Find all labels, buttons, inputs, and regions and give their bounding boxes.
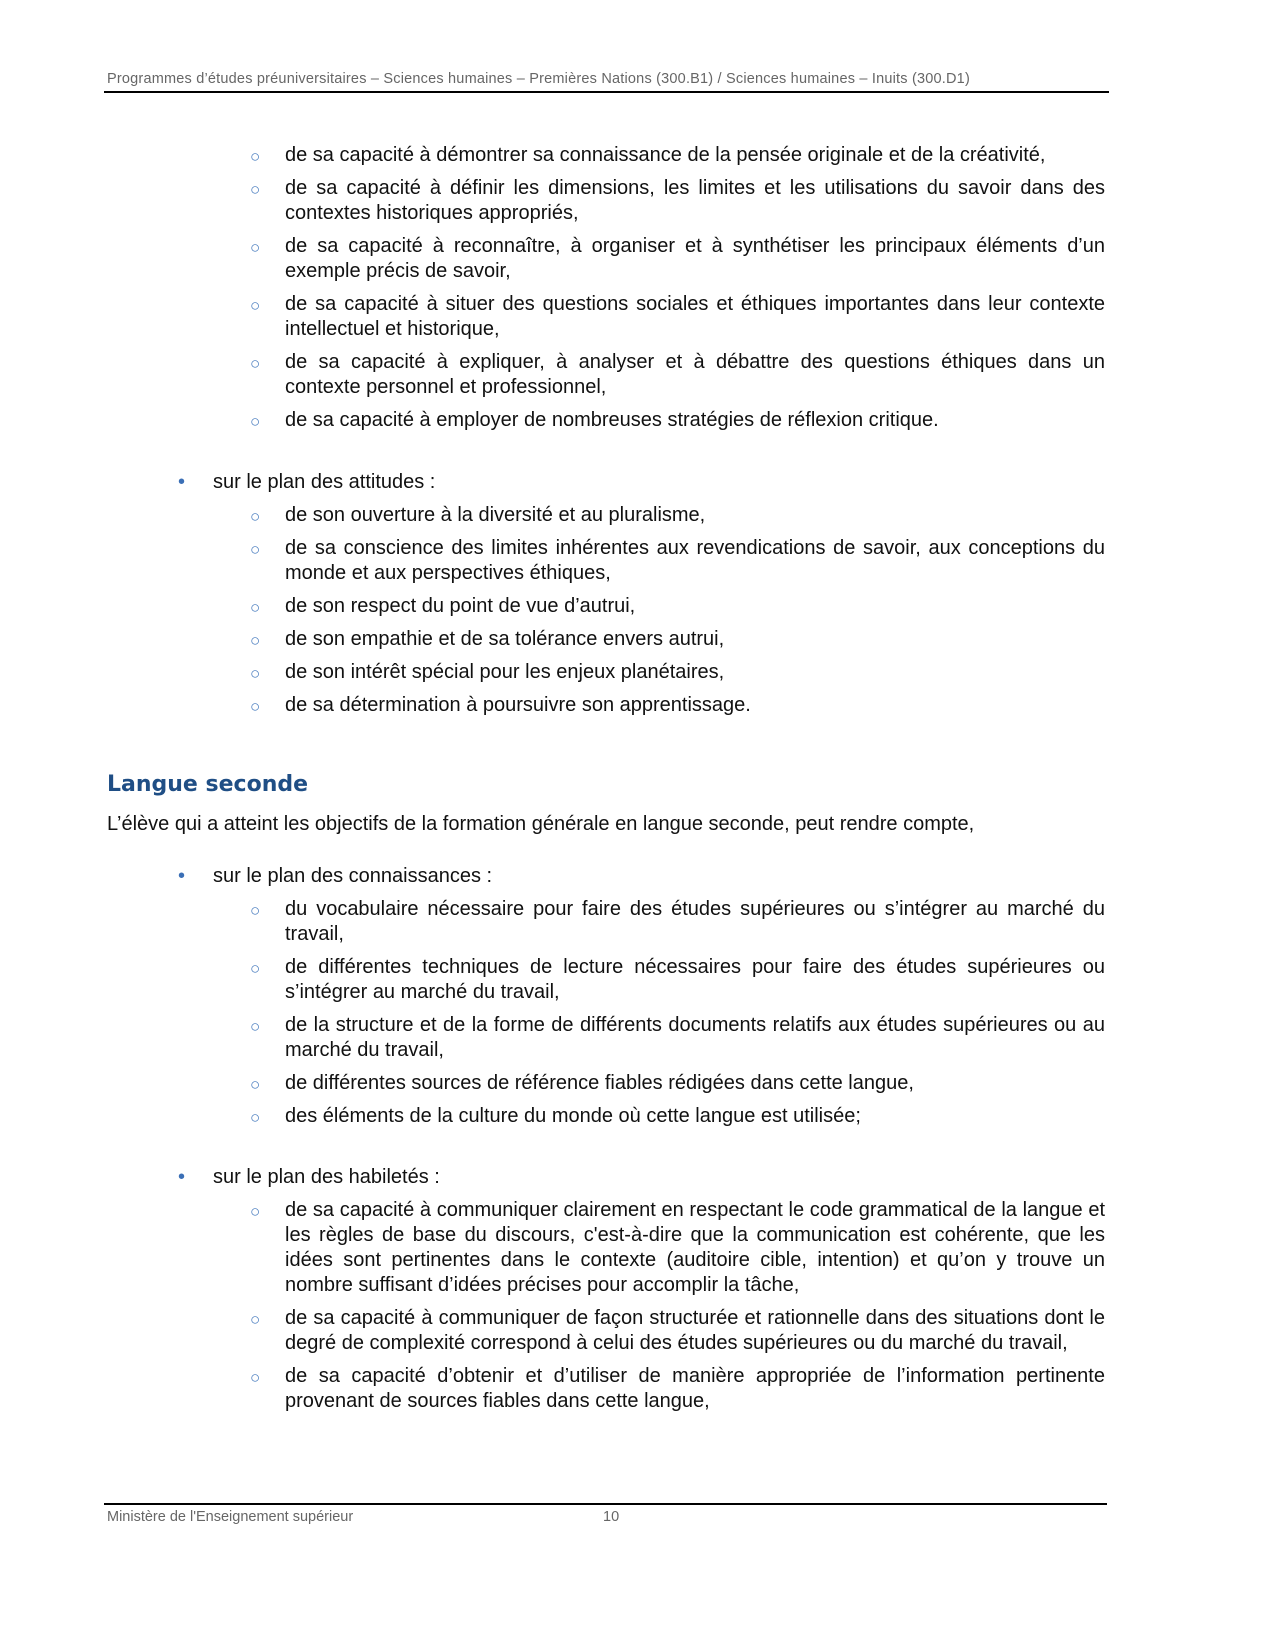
sub-list-item (0, 408, 1105, 433)
sub-list-item (0, 627, 1105, 652)
circle-bullet-icon: ○ (250, 147, 261, 166)
habiletes-section (0, 1165, 1275, 1422)
circle-bullet-icon: ○ (250, 180, 261, 199)
sub-list-item (0, 1104, 1105, 1129)
sub-list-item (0, 1013, 1105, 1063)
circle-bullet-icon: ○ (250, 412, 261, 431)
sub-list-item (0, 955, 1105, 1005)
circle-bullet-icon: ○ (250, 1017, 261, 1036)
sub-list-item (0, 693, 1105, 718)
sub-list-item (0, 1364, 1105, 1414)
bullet-item (0, 1165, 1275, 1190)
attitudes-list (0, 503, 1275, 718)
sub-list-item (0, 292, 1105, 342)
circle-bullet-icon: ○ (250, 598, 261, 617)
bullet-label: sur le plan des connaissances : (213, 865, 493, 887)
sub-list-text: de sa capacité à définir les dimensions, les limites et les utilisations du savoir dans des contextes historiques appropriés, (285, 177, 1105, 224)
bullet-icon: • (178, 865, 186, 887)
circle-bullet-icon: ○ (250, 1202, 261, 1221)
sub-list-text: de sa détermination à poursuivre son apprentissage. (285, 694, 751, 716)
circle-bullet-icon: ○ (250, 354, 261, 373)
circle-bullet-icon: ○ (250, 697, 261, 716)
sub-list-item (0, 234, 1105, 284)
list-1 (0, 143, 1275, 441)
circle-bullet-icon: ○ (250, 1108, 261, 1127)
sub-list-text: de sa conscience des limites inhérentes aux revendications de savoir, aux conceptions du monde et aux perspectives éthiques, (285, 537, 1105, 584)
sub-list-text: de son ouverture à la diversité et au pluralisme, (285, 504, 706, 526)
circle-bullet-icon: ○ (250, 901, 261, 920)
bullet-label: sur le plan des habiletés : (213, 1166, 440, 1188)
circle-bullet-icon: ○ (250, 507, 261, 526)
header-rule (104, 91, 1109, 93)
circle-bullet-icon: ○ (250, 664, 261, 683)
sub-list-item (0, 660, 1105, 685)
circle-bullet-icon: ○ (250, 296, 261, 315)
sub-list-text: de différentes techniques de lecture nécessaires pour faire des études supérieures ou s’intégrer au marché du travail, (285, 956, 1105, 1003)
footer-rule (104, 1503, 1107, 1505)
sub-list-text: de son respect du point de vue d’autrui, (285, 595, 636, 617)
sub-list-item (0, 897, 1105, 947)
sub-list-text: de son empathie et de sa tolérance envers autrui, (285, 628, 725, 650)
sub-list-text: de différentes sources de référence fiables rédigées dans cette langue, (285, 1072, 914, 1094)
sub-list-text: de son intérêt spécial pour les enjeux planétaires, (285, 661, 725, 683)
sub-list-text: de sa capacité à communiquer de façon structurée et rationnelle dans des situations dont le degré de complexité correspond à celui des études supérieures ou du marché du travail, (285, 1307, 1105, 1354)
footer-ministry: Ministère de l'Enseignement supérieur (107, 1509, 354, 1525)
sub-list-item (0, 176, 1105, 226)
circle-bullet-icon: ○ (250, 1310, 261, 1329)
running-header: Programmes d’études préuniversitaires – Sciences humaines – Premières Nations (300.B1) / Sciences humaines – Inuits (300.D1) (107, 71, 970, 87)
bullet-label: sur le plan des attitudes : (213, 471, 436, 493)
sub-list-text: des éléments de la culture du monde où cette langue est utilisée; (285, 1105, 861, 1127)
circle-bullet-icon: ○ (250, 1368, 261, 1387)
sub-list-text: du vocabulaire nécessaire pour faire des études supérieures ou s’intégrer au marché du travail, (285, 898, 1105, 945)
sub-list-item (0, 594, 1105, 619)
circle-bullet-icon: ○ (250, 1075, 261, 1094)
sub-list-text: de sa capacité à reconnaître, à organiser et à synthétiser les principaux éléments d’un exemple précis de savoir, (285, 235, 1105, 282)
page-number: 10 (603, 1509, 620, 1525)
bullet-item (0, 864, 1275, 889)
sub-list-text: de sa capacité à démontrer sa connaissance de la pensée originale et de la créativité, (285, 144, 1046, 166)
section-intro: L’élève qui a atteint les objectifs de la formation générale en langue seconde, peut rendre compte, (107, 813, 975, 835)
bullet-icon: • (178, 1166, 186, 1188)
sub-list-text: de sa capacité à expliquer, à analyser et à débattre des questions éthiques dans un contexte personnel et professionnel, (285, 351, 1105, 398)
sub-list-text: de la structure et de la forme de différents documents relatifs aux études supérieures ou au marché du travail, (285, 1014, 1105, 1061)
sub-list-item (0, 1306, 1105, 1356)
bullet-icon: • (178, 471, 186, 493)
connaissances-list (0, 897, 1275, 1129)
circle-bullet-icon: ○ (250, 959, 261, 978)
connaissances-section (0, 864, 1275, 1137)
attitudes-section (0, 470, 1275, 726)
sub-list-item (0, 143, 1105, 168)
sub-list-item (0, 1198, 1105, 1298)
bullet-item (0, 470, 1275, 495)
sub-list-item (0, 536, 1105, 586)
habiletes-list (0, 1198, 1275, 1414)
sub-list-item (0, 503, 1105, 528)
circle-bullet-icon: ○ (250, 540, 261, 559)
sub-list-text: de sa capacité à employer de nombreuses stratégies de réflexion critique. (285, 409, 939, 431)
circle-bullet-icon: ○ (250, 631, 261, 650)
sub-list-item (0, 350, 1105, 400)
section-heading: Langue seconde (107, 772, 309, 797)
sub-list-text: de sa capacité d’obtenir et d’utiliser de manière appropriée de l’information pertinente provenant de sources fiables dans cette langue, (285, 1365, 1105, 1412)
sub-list-text: de sa capacité à situer des questions sociales et éthiques importantes dans leur contexte intellectuel et historique, (285, 293, 1105, 340)
sub-list-item (0, 1071, 1105, 1096)
circle-bullet-icon: ○ (250, 238, 261, 257)
sub-list-text: de sa capacité à communiquer clairement en respectant le code grammatical de la langue et les règles de base du discours, c'est-à-dire que la communication est cohérente, que les idées sont pertinentes dans le contexte (auditoire cible, intention) et qu’on y trouve un nombre suffisant d’idées précises pour accomplir la tâche, (285, 1199, 1105, 1296)
